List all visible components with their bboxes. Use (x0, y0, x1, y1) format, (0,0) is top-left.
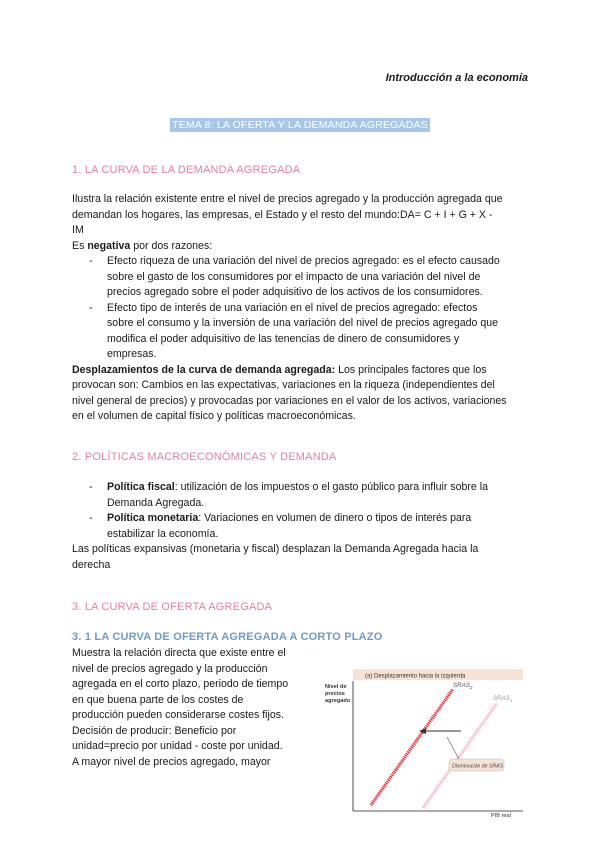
sras1-label-sub: 1 (509, 698, 513, 703)
y-axis-label-1: Nivel de (325, 684, 347, 690)
subsection-3-1-heading: 3. 1 LA CURVA DE OFERTA AGREGADA A CORTO PLAZO (72, 631, 383, 643)
desplazamientos-line-4: en el volumen de capital físico y políticas macroeconómicas. (72, 410, 356, 422)
sras2-label-sub: 2 (469, 685, 473, 690)
bullet-interes-line-2: sobre el consumo y la inversión de una variación del nivel de precios agregado que (107, 317, 499, 329)
sec3-line-6: Decisión de producir: Beneficio por (72, 724, 237, 737)
neg-bold: negativa (87, 239, 131, 252)
b2-text-1: Efecto tipo de interés de una variación en el nivel de precios agregado: efectos (107, 301, 478, 314)
desp-bold: Desplazamientos de la curva de demanda agregada: (72, 363, 336, 376)
bullet-riqueza-line-3: precios agregado sobre el poder adquisitivo de los activos de los consumidores. (107, 286, 483, 298)
sec3-line-7: unidad=precio por unidad - coste por unidad. (72, 740, 283, 752)
fiscal-bold: Política fiscal (107, 481, 175, 493)
neg-pre: Es (72, 239, 88, 252)
desplazamientos-line-1 (72, 363, 528, 379)
fiscal-text-1: : utilización de los impuestos o el gasto público para influir sobre la (174, 481, 488, 493)
bullet-interes-line-3: modifica el poder adquisitivo de las tenencias de dinero de consumidores y (107, 332, 460, 345)
figure-title: (a) Desplazamiento hacia la izquierda (365, 673, 466, 680)
section-2-heading: 2. POLÍTICAS MACROECONÓMICAS Y DEMANDA (72, 451, 337, 463)
chapter-title-text: TEMA 8: LA OFERTA Y LA DEMANDA AGREGADAS (172, 119, 428, 131)
bullet-monetaria-line-1: - Política monetaria: Variaciones en volumen de dinero o tipos de interés para (89, 512, 472, 524)
neg-post: por dos razones: (130, 239, 213, 252)
sec1-intro-line-2: demandan los hogares, las empresas, el Estado y el resto del mundo:DA= C + I + G + X - (72, 208, 493, 221)
sec3-line-1: Muestra la relación directa que existe entre el (72, 647, 286, 659)
section-1-heading: 1. LA CURVA DE LA DEMANDA AGREGADA (72, 164, 301, 176)
desplazamientos-line-2: provocan son: Cambios en las expectativas, variaciones en la riqueza (independientes del (72, 379, 495, 391)
y-axis-label-3: agregado (325, 698, 351, 704)
monetaria-bold: Política monetaria (107, 512, 199, 524)
chapter-title (0, 119, 600, 131)
y-axis-label-2: precios (325, 691, 345, 697)
course-header: Introducción a la economía (385, 72, 528, 84)
bullet-riqueza-line-1: - Efecto riqueza de una variación del nivel de precios agregado: es el efecto causado (89, 255, 500, 267)
sras1-label-main: SRAS (493, 695, 510, 702)
bullet-riqueza-line-2: sobre el gasto de los consumidores por el impacto de una variación del nivel de (107, 270, 481, 283)
sec3-line-2: nivel de precios agregado y la producción (72, 662, 268, 675)
expansivas-line-2: derecha (72, 558, 111, 571)
sec3-line-5: producción pueden considerarse costes fijos. (72, 709, 284, 721)
desp-text-1: Los principales factores que los (335, 363, 487, 376)
section-3-heading: 3. LA CURVA DE OFERTA AGREGADA (72, 601, 273, 613)
annotation-text: Disminución de SRAS (452, 763, 504, 770)
x-axis-label: PIB real (491, 813, 511, 818)
sec3-line-4: en que buena parte de los costes de (72, 693, 244, 706)
sec3-line-3: agregada en el corto plazo, periodo de tiempo (72, 678, 289, 690)
sras-shift-graph (313, 663, 528, 818)
monetaria-text-1: : Variaciones en volumen de dinero o tipos de interés para (198, 512, 472, 524)
sec3-line-8: A mayor nivel de precios agregado, mayor (72, 755, 271, 768)
bullet-fiscal-line-2: Demanda Agregada. (107, 496, 205, 509)
sec1-intro-line-1: Ilustra la relación existente entre el nivel de precios agregado y la producción agregada que (72, 193, 503, 205)
bullet-interes-line-4: empresas. (107, 348, 157, 360)
sras-shift-figure (313, 663, 528, 818)
b1-text-1: Efecto riqueza de una variación del nivel de precios agregado: es el efecto causado (107, 255, 500, 267)
sras2-label-main: SRAS (453, 682, 470, 689)
sec1-intro-line-3: IM (72, 224, 84, 236)
expansivas-line-1: Las políticas expansivas (monetaria y fiscal) desplazan la Demanda Agregada hacia la (72, 543, 479, 555)
desplazamientos-line-3: nivel general de precios) y provocadas por variaciones en el valor de los activos, variaciones (72, 394, 507, 407)
bullet-monetaria-line-2: estabilizar la economía. (107, 527, 219, 540)
sec1-negativa-line (72, 239, 528, 255)
bullet-interes-line-1: - Efecto tipo de interés de una variación en el nivel de precios agregado: efectos (89, 301, 478, 314)
bullet-fiscal-line-1: - Política fiscal: utilización de los impuestos o el gasto público para influir sobre la (89, 481, 488, 493)
